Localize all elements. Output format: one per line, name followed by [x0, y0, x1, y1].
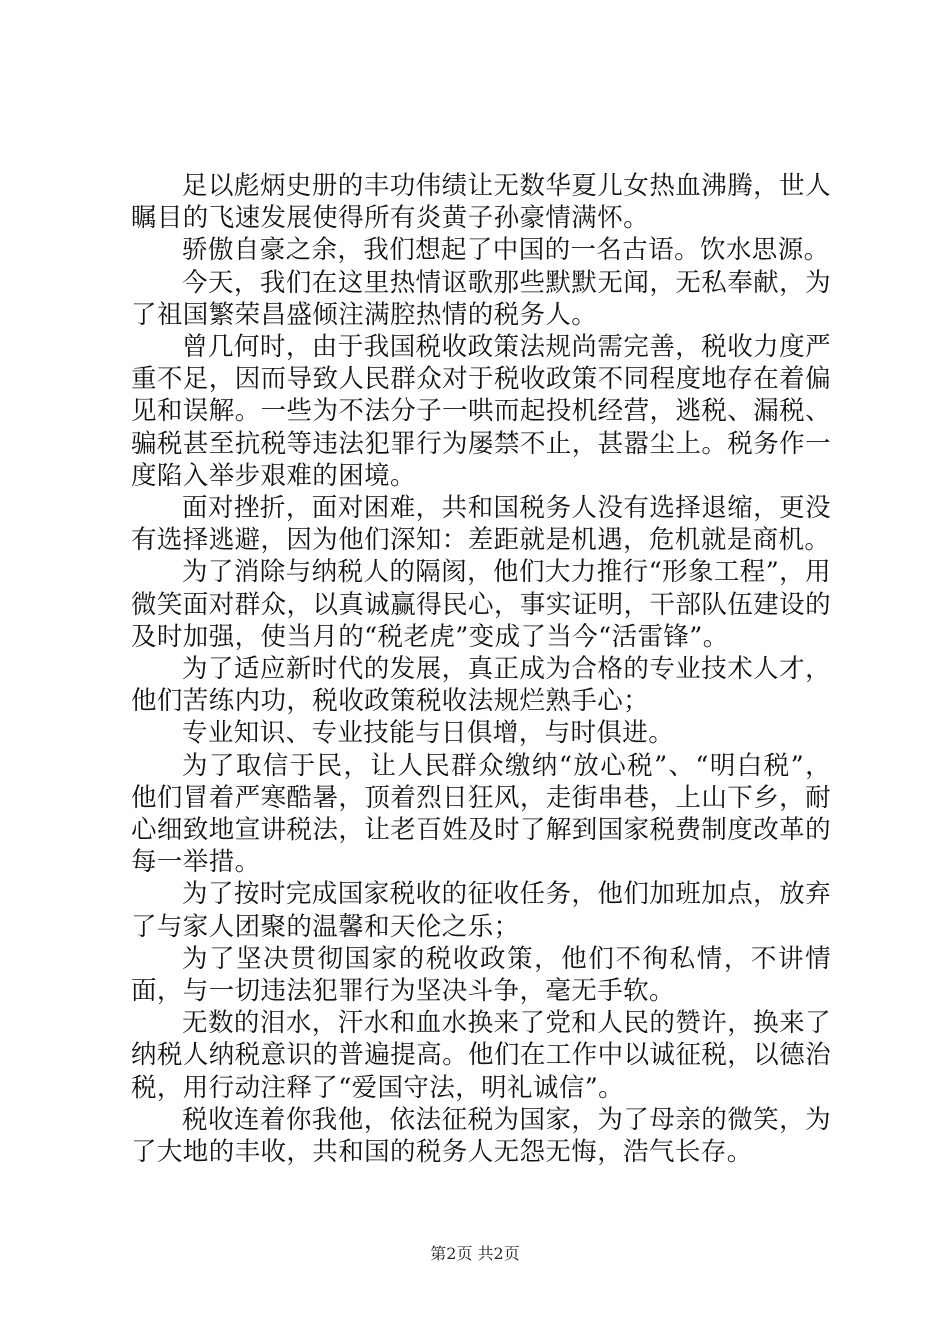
paragraph: 为了坚决贯彻国家的税收政策，他们不徇私情，不讲情面，与一切违法犯罪行为坚决斗争，毫无手软。: [131, 943, 831, 1007]
paragraph: 为了消除与纳税人的隔阂，他们大力推行“形象工程”，用微笑面对群众，以真诚赢得民心，事实证明，干部队伍建设的及时加强，使当月的“税老虎”变成了当今“活雷锋”。: [131, 557, 831, 652]
paragraph: 足以彪炳史册的丰功伟绩让无数华夏儿女热血沸腾，世人瞩目的飞速发展使得所有炎黄子孙豪情满怀。: [131, 171, 831, 234]
paragraph: 今天，我们在这里热情讴歌那些默默无闻，无私奉献，为了祖国繁荣昌盛倾注满腔热情的税务人。: [131, 267, 831, 330]
paragraph: 为了适应新时代的发展，真正成为合格的专业技术人才，他们苦练内功，税收政策税收法规烂熟手心；: [131, 654, 831, 717]
paragraph: 为了取信于民，让人民群众缴纳“放心税”、“明白税”，他们冒着严寒酷暑，顶着烈日狂风，走街串巷，上山下乡，耐心细致地宣讲税法，让老百姓及时了解到国家税费制度改革的每一举措。: [131, 750, 831, 878]
paragraph: 曾几何时，由于我国税收政策法规尚需完善，税收力度严重不足，因而导致人民群众对于税收政策不同程度地存在着偏见和误解。一些为不法分子一哄而起投机经营，逃税、漏税、骗税甚至抗税等违法犯罪行为屡禁不止，甚嚣尘上。税务作一度陷入举步艰难的困境。: [131, 332, 831, 491]
document-body: [131, 170, 831, 1168]
paragraph: 无数的泪水，汗水和血水换来了党和人民的赞许，换来了纳税人纳税意识的普遍提高。他们在工作中以诚征税，以德治税，用行动注释了“爱国守法，明礼诚信”。: [131, 1008, 831, 1103]
page-footer: [0, 1244, 950, 1264]
paragraph: 税收连着你我他，依法征税为国家，为了母亲的微笑，为了大地的丰收，共和国的税务人无怨无悔，浩气长存。: [131, 1104, 831, 1168]
paragraph: 面对挫折，面对困难，共和国税务人没有选择退缩，更没有选择逃避，因为他们深知：差距就是机遇，危机就是商机。: [131, 493, 831, 556]
paragraph: 专业知识、专业技能与日俱增，与时俱进。: [182, 718, 675, 749]
paragraph: 为了按时完成国家税收的征收任务，他们加班加点，放弃了与家人团聚的温馨和天伦之乐；: [131, 879, 831, 942]
page-number-label: 第2页 共2页: [430, 1244, 520, 1263]
paragraph: 骄傲自豪之余，我们想起了中国的一名古语。饮水思源。: [182, 235, 830, 266]
